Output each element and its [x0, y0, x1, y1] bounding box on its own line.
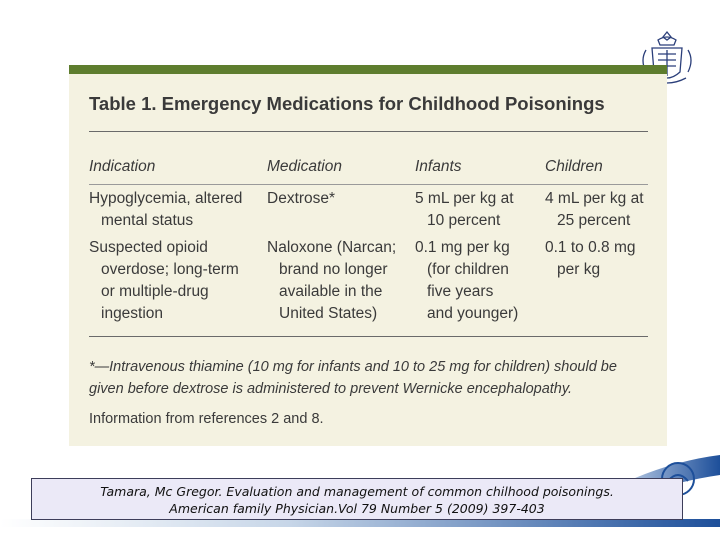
cell-line: per kg — [557, 261, 601, 278]
row2-medication — [267, 237, 396, 325]
header-infants: Infants — [415, 158, 462, 175]
citation-box — [31, 478, 683, 520]
cell-line: Hypoglycemia, altered — [89, 190, 243, 207]
row2-indication — [89, 237, 239, 325]
cell-line: 0.1 mg per kg — [415, 239, 510, 256]
bottom-bar — [0, 519, 720, 527]
cell-line: 25 percent — [557, 212, 631, 229]
cell-line: Suspected opioid — [89, 239, 208, 256]
row2-children — [545, 237, 635, 281]
cell-line: and younger) — [427, 305, 519, 322]
row1-infants — [415, 188, 514, 232]
cell-line: United States) — [279, 305, 378, 322]
cell-line: mental status — [101, 212, 194, 229]
cell-line: five years — [427, 283, 494, 300]
cell-line: 10 percent — [427, 212, 501, 229]
table-footnote: *—Intravenous thiamine (10 mg for infants and 10 to 25 mg for children) should be given before dextrose is administered to prevent Wernicke encephalopathy. — [89, 359, 617, 397]
header-children: Children — [545, 158, 603, 175]
cell-line: brand no longer — [279, 261, 388, 278]
cell-line: ingestion — [101, 305, 164, 322]
table-source: Information from references 2 and 8. — [89, 411, 324, 427]
cell-line: 0.1 to 0.8 mg — [545, 239, 636, 256]
header-indication: Indication — [89, 158, 156, 175]
header-medication: Medication — [267, 158, 342, 175]
row1-children — [545, 188, 644, 232]
cell-line: overdose; long-term — [101, 261, 239, 278]
cell-line: available in the — [279, 283, 383, 300]
cell-line: 4 mL per kg at — [545, 190, 644, 207]
header-rule — [89, 184, 648, 185]
row2-infants — [415, 237, 518, 325]
table-title: Table 1. Emergency Medications for Childhood Poisonings — [89, 93, 605, 114]
row1-medication — [267, 188, 335, 210]
cell-line: or multiple-drug — [101, 283, 209, 300]
title-rule — [89, 131, 648, 132]
table-panel — [69, 65, 667, 446]
citation-line-1: Tamara, Mc Gregor. Evaluation and management of common chilhood poisonings. — [100, 484, 614, 499]
footer-rule — [89, 336, 648, 337]
cell-line: 5 mL per kg at — [415, 190, 514, 207]
cell-line: Naloxone (Narcan; — [267, 239, 397, 256]
cell-line: (for children — [427, 261, 509, 278]
citation-line-2: American family Physician.Vol 79 Number 5 (2009) 397-403 — [169, 501, 545, 516]
cell-line: Dextrose* — [267, 190, 336, 207]
row1-indication — [89, 188, 242, 232]
